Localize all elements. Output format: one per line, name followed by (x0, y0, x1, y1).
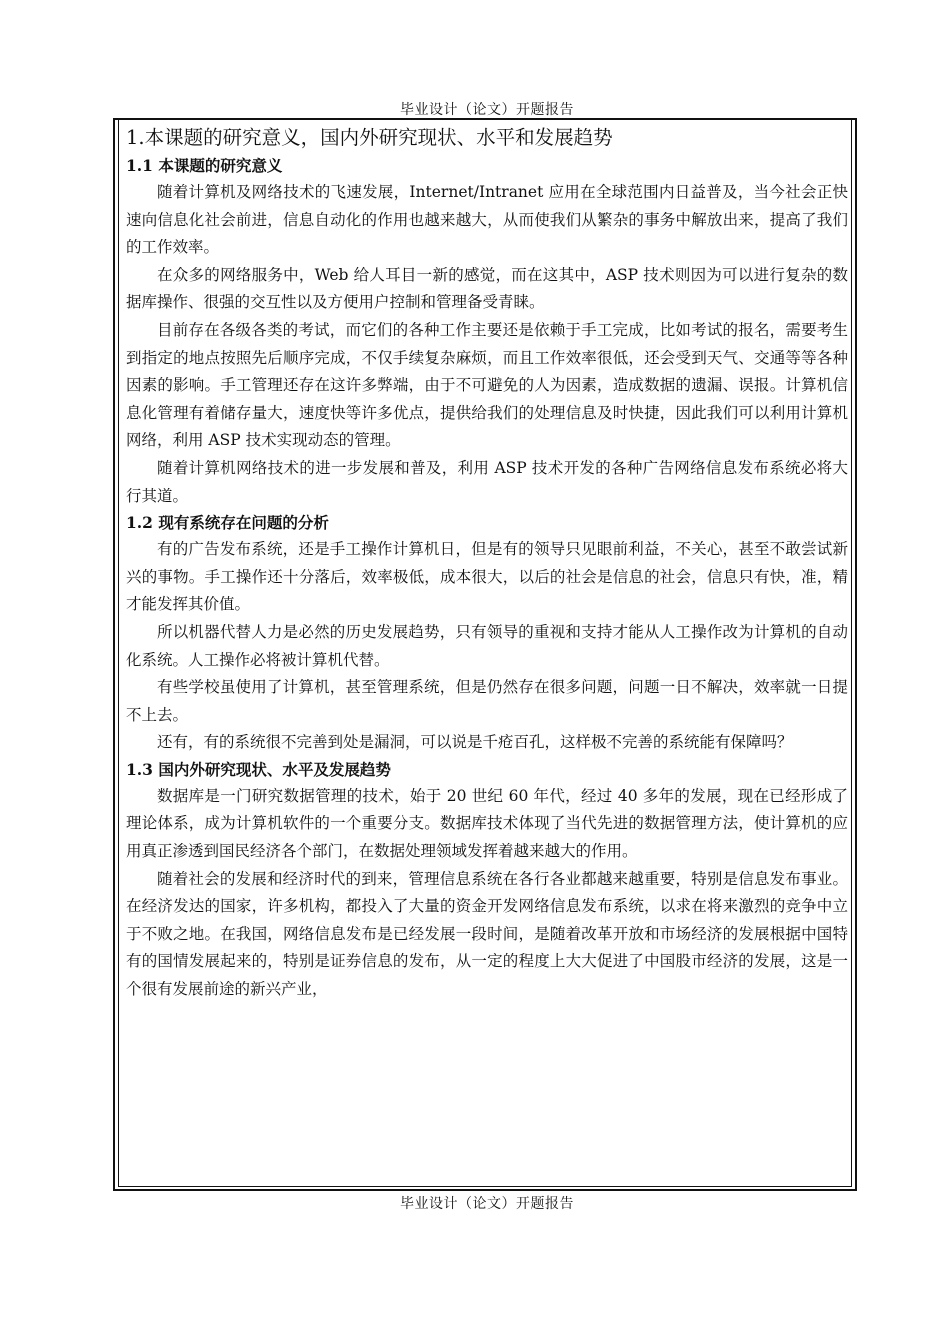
paragraph: 还有，有的系统很不完善到处是漏洞，可以说是千疮百孔，这样极不完善的系统能有保障吗？ (157, 733, 793, 752)
paragraph: 在众多的网络服务中，Web 给人耳目一新的感觉，而在这其中，ASP 技术则因为可以进行复杂的数据库操作、很强的交互性以及方便用户控制和管理备受青睐。 (126, 265, 848, 312)
report-content (126, 123, 848, 1004)
subsection-title-1-3: 1.3 国内外研究现状、水平及发展趋势 (126, 759, 391, 779)
section-title: 1.本课题的研究意义，国内外研究现状、水平和发展趋势 (126, 126, 613, 149)
paragraph: 目前存在各级各类的考试，而它们的各种工作主要还是依赖于手工完成，比如考试的报名，需要考生到指定的地点按照先后顺序完成，不仅手续复杂麻烦，而且工作效率很低，还会受到天气、交通等等各种因素的影响。手工管理还存在这许多弊端，由于不可避免的人为因素，造成数据的遗漏、误报。计算机信息化管理有着储存量大，速度快等许多优点，提供给我们的处理信息及时快捷，因此我们可以利用计算机网络，利用 ASP 技术实现动态的管理。 (126, 320, 848, 450)
page-footer: 毕业设计（论文）开题报告 (400, 1196, 574, 1212)
paragraph: 随着计算机网络技术的进一步发展和普及，利用 ASP 技术开发的各种广告网络信息发布系统必将大行其道。 (126, 458, 848, 505)
paragraph: 有的广告发布系统，还是手工操作计算机日，但是有的领导只见眼前利益，不关心，甚至不敢尝试新兴的事物。手工操作还十分落后，效率极低，成本很大，以后的社会是信息的社会，信息只有快，准，精才能发挥其价值。 (126, 540, 848, 614)
page-header: 毕业设计（论文）开题报告 (400, 102, 574, 118)
paragraph: 数据库是一门研究数据管理的技术，始于 20 世纪 60 年代，经过 40 多年的发展，现在已经形成了理论体系，成为计算机软件的一个重要分支。数据库技术体现了当代先进的数据管理方法，使计算机的应用真正渗透到国民经济各个部门，在数据处理领域发挥着越来越大的作用。 (126, 786, 848, 861)
paragraph: 有些学校虽使用了计算机，甚至管理系统，但是仍然存在很多问题，问题一日不解决，效率就一日提不上去。 (126, 678, 848, 724)
paragraph: 随着社会的发展和经济时代的到来，管理信息系统在各行各业都越来越重要，特别是信息发布事业。在经济发达的国家，许多机构，都投入了大量的资金开发网络信息发布系统，以求在将来激烈的竞争中立于不败之地。在我国，网络信息发布是已经发展一段时间，是随着改革开放和市场经济的发展根据中国特有的国情发展起来的，特别是证券信息的发布，从一定的程度上大大促进了中国股市经济的发展，这是一个很有发展前途的新兴产业， (126, 869, 848, 999)
report-table (113, 118, 857, 1191)
paragraph: 所以机器代替人力是必然的历史发展趋势，只有领导的重视和支持才能从人工操作改为计算机的自动化系统。人工操作必将被计算机代替。 (126, 622, 848, 669)
subsection-title-1-2: 1.2 现有系统存在问题的分析 (126, 513, 329, 533)
subsection-title-1-1: 1.1 本课题的研究意义 (126, 156, 283, 175)
paragraph: 随着计算机及网络技术的飞速发展，Internet/Intranet 应用在全球范围内日益普及，当今社会正快速向信息化社会前进，信息自动化的作用也越来越大，从而使我们从繁杂的事务中解放出来，提高了我们的工作效率。 (126, 183, 848, 257)
